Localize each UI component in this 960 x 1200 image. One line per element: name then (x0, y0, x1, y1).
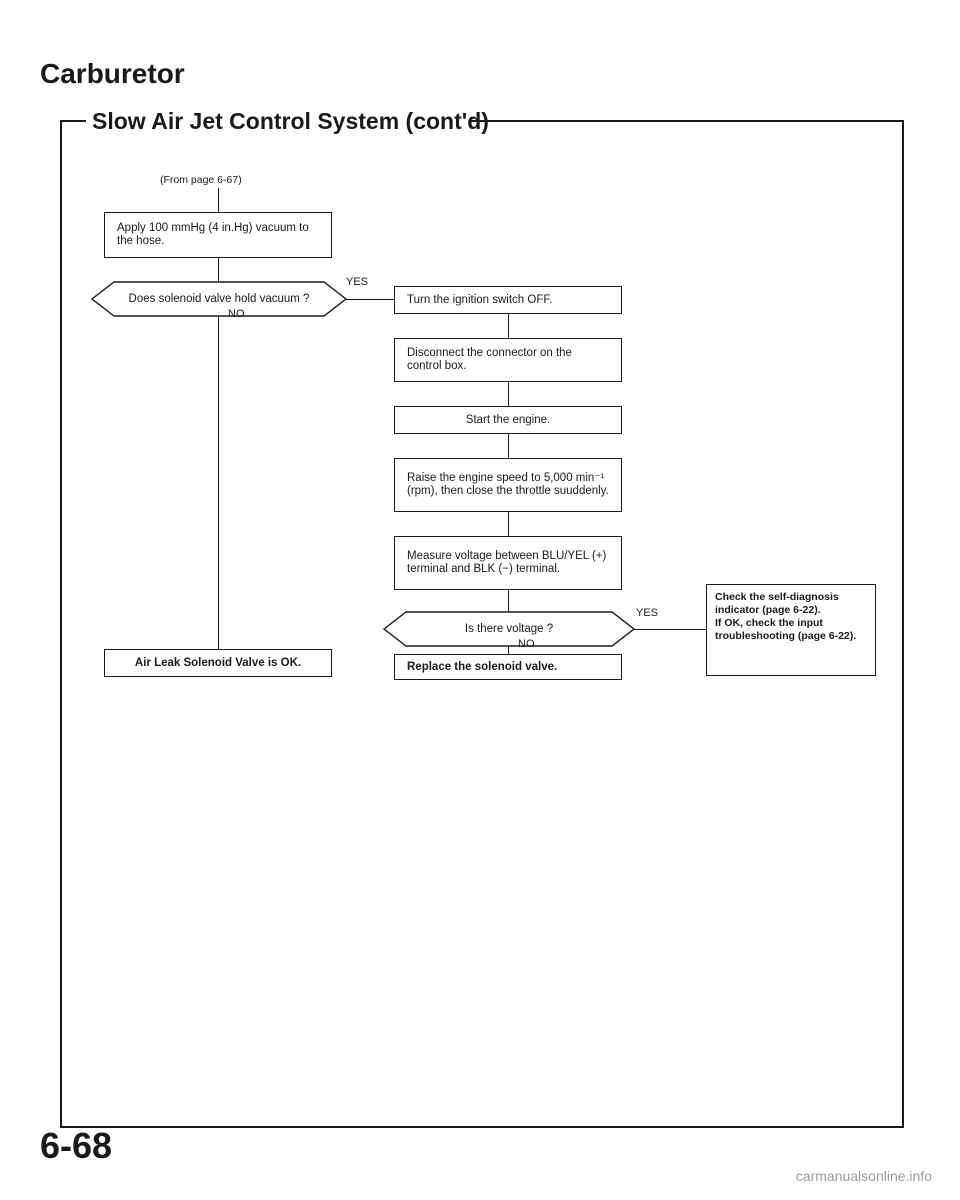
connector (508, 590, 509, 612)
connector (346, 299, 394, 300)
connector (218, 188, 219, 212)
measure-voltage-text: Measure voltage between BLU/YEL (+) terminal and BLK (−) terminal. (407, 550, 607, 575)
apply-vacuum-text: Apply 100 mmHg (4 in.Hg) vacuum to the hose. (117, 222, 309, 247)
disconnect-connector-step (394, 338, 622, 382)
replace-solenoid-text: Replace the solenoid valve. (407, 660, 558, 673)
connector (634, 629, 706, 630)
decision1-yes-label: YES (346, 276, 369, 288)
site-watermark: carmanualsonline.info (795, 1168, 932, 1184)
decision2-text: Is there voltage ? (464, 623, 554, 635)
connector (508, 382, 509, 406)
air-leak-ok-step (104, 649, 332, 677)
decision2-no-label: NO (518, 638, 535, 650)
page-number: 6-68 (40, 1125, 113, 1166)
connector (508, 434, 509, 458)
start-engine-text: Start the engine. (465, 413, 551, 426)
check-input-troubleshooting-text: If OK, check the input troubleshooting (page 6-22). (715, 617, 857, 642)
start-engine-step (394, 406, 622, 434)
disconnect-connector-text: Disconnect the connector on the control box. (407, 347, 572, 372)
turn-ignition-off-text: Turn the ignition switch OFF. (407, 293, 553, 306)
connector (218, 316, 219, 649)
raise-engine-speed-step (394, 458, 622, 512)
check-self-diagnosis-text: Check the self-diagnosis indicator (page 6-22). (715, 591, 839, 616)
connector (508, 314, 509, 338)
raise-engine-speed-text: Raise the engine speed to 5,000 min⁻¹ (rpm), then close the throttle suuddenly. (407, 472, 609, 497)
decision1-no-label: NO (228, 308, 245, 320)
apply-vacuum-step (104, 212, 332, 258)
air-leak-ok-text: Air Leak Solenoid Valve is OK. (134, 656, 302, 669)
page-title: Carburetor (40, 58, 185, 89)
turn-ignition-off-step (394, 286, 622, 314)
connector (508, 512, 509, 536)
decision2-yes-label: YES (636, 607, 659, 619)
connector (218, 258, 219, 282)
connector (508, 646, 509, 654)
check-self-diagnosis-box (706, 584, 876, 676)
from-page-note: (From page 6-67) (160, 174, 242, 186)
measure-voltage-step (394, 536, 622, 590)
decision1-text: Does solenoid valve hold vacuum ? (128, 293, 310, 305)
replace-solenoid-step (394, 654, 622, 680)
section-title: Slow Air Jet Control System (cont'd) (92, 108, 489, 134)
